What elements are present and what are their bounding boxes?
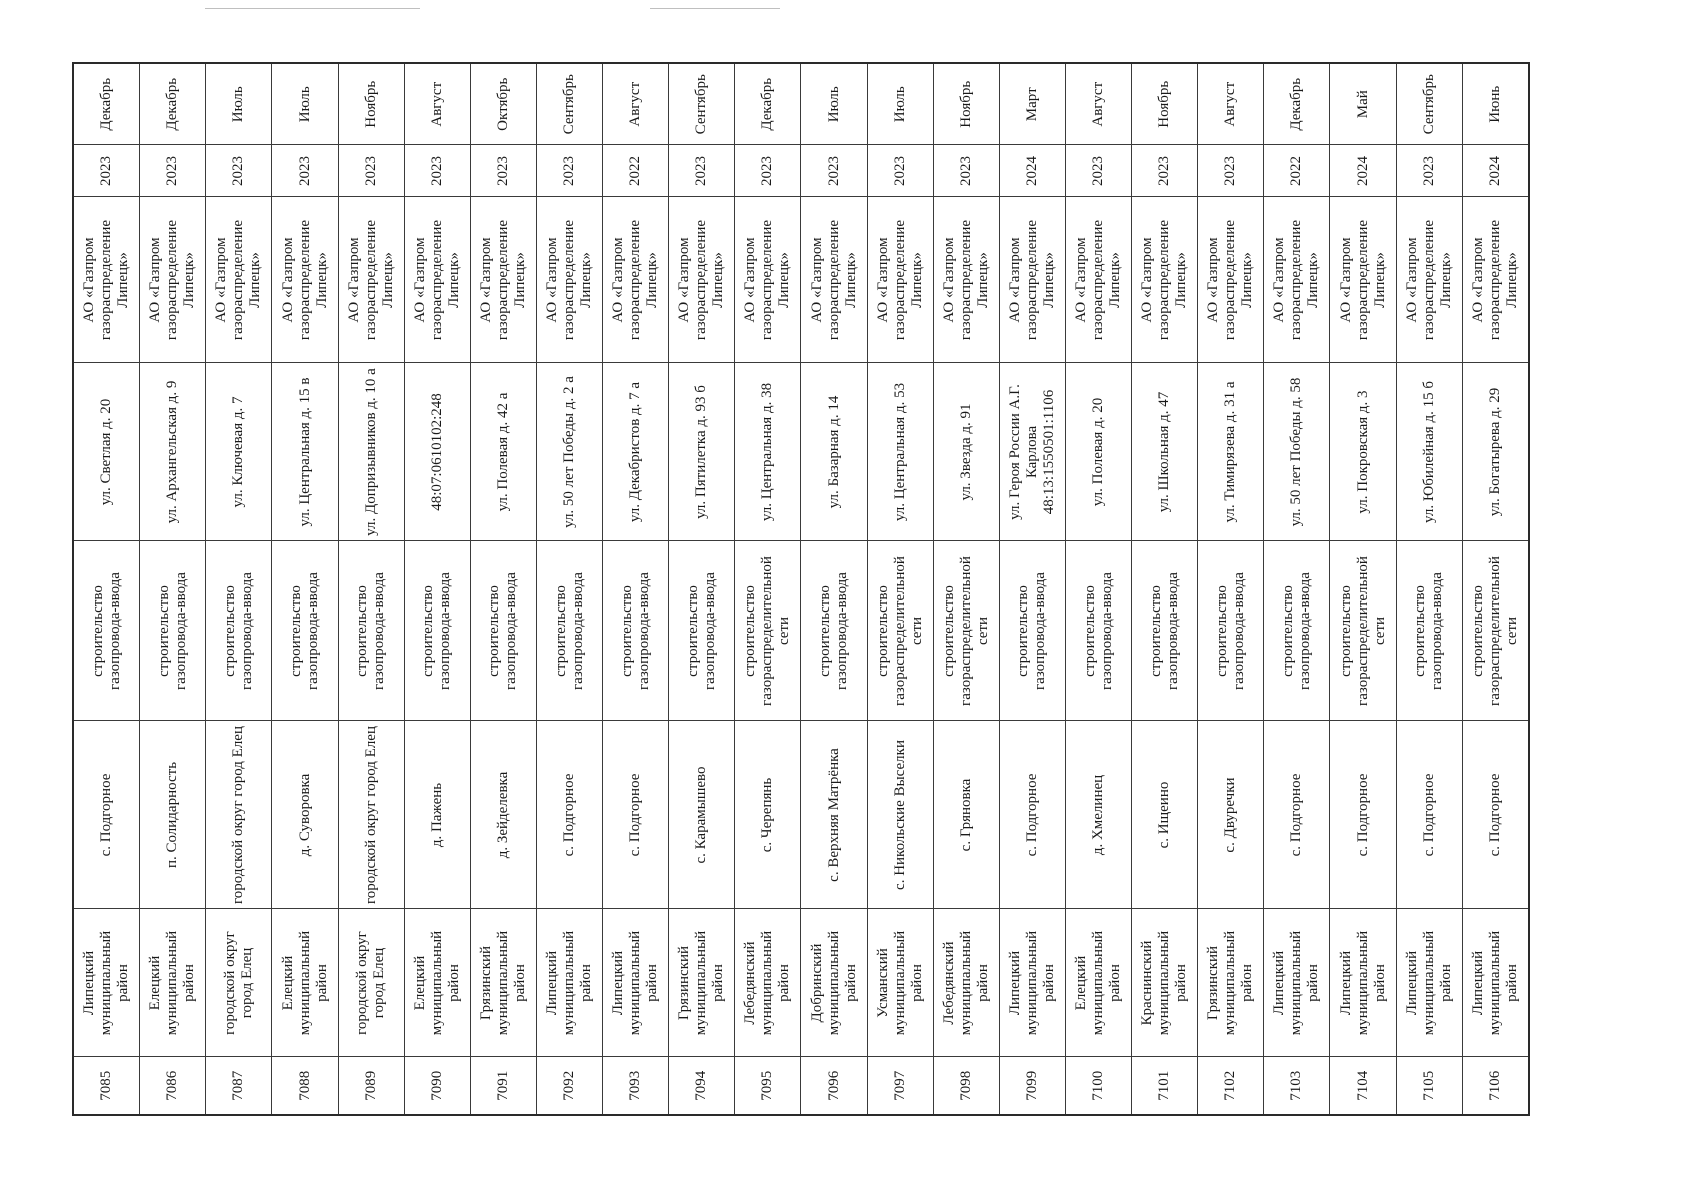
district-cell: Усманский муниципальный район <box>867 909 933 1057</box>
year-cell: 2023 <box>801 145 867 197</box>
district-cell: Липецкий муниципальный район <box>1462 909 1529 1057</box>
settlement-cell: с. Подгорное <box>603 721 669 909</box>
table-row <box>1462 63 1529 1115</box>
year-cell: 2023 <box>1065 145 1131 197</box>
organization-cell: АО «Газпром газораспределение Липецк» <box>1264 197 1330 363</box>
month-cell: Июль <box>867 63 933 145</box>
month-cell: Июль <box>206 63 272 145</box>
work-type-cell: строительство газораспределительной сети <box>1462 541 1529 721</box>
district-cell: Липецкий муниципальный район <box>73 909 140 1057</box>
district-cell: Грязинский муниципальный район <box>470 909 536 1057</box>
settlement-cell: с. Черепянь <box>735 721 801 909</box>
organization-cell: АО «Газпром газораспределение Липецк» <box>272 197 338 363</box>
settlement-cell: с. Никольские Выселки <box>867 721 933 909</box>
address-cell: ул. Полевая д. 20 <box>1065 363 1131 541</box>
address-cell: ул. Тимирязева д. 31 а <box>1198 363 1264 541</box>
address-cell: ул. Центральная д. 53 <box>867 363 933 541</box>
work-type-cell: строительство газопровода-ввода <box>73 541 140 721</box>
settlement-cell: с. Подгорное <box>1330 721 1396 909</box>
district-cell: Липецкий муниципальный район <box>1330 909 1396 1057</box>
row-number-cell: 7096 <box>801 1057 867 1115</box>
address-cell: ул. Декабристов д. 7 а <box>603 363 669 541</box>
address-cell: ул. Центральная д. 38 <box>735 363 801 541</box>
table-row <box>1198 63 1264 1115</box>
settlement-cell: с. Подгорное <box>1396 721 1462 909</box>
organization-cell: АО «Газпром газораспределение Липецк» <box>867 197 933 363</box>
organization-cell: АО «Газпром газораспределение Липецк» <box>1132 197 1198 363</box>
district-cell: Липецкий муниципальный район <box>1396 909 1462 1057</box>
address-cell: ул. Покровская д. 3 <box>1330 363 1396 541</box>
address-cell: ул. Светлая д. 20 <box>73 363 140 541</box>
month-cell: Ноябрь <box>933 63 999 145</box>
settlement-cell: с. Ищеино <box>1132 721 1198 909</box>
year-cell: 2023 <box>73 145 140 197</box>
address-cell: ул. Ключевая д. 7 <box>206 363 272 541</box>
district-cell: Елецкий муниципальный район <box>272 909 338 1057</box>
district-cell: городской округ город Елец <box>338 909 404 1057</box>
address-cell: ул. Центральная д. 15 в <box>272 363 338 541</box>
row-number-cell: 7091 <box>470 1057 536 1115</box>
organization-cell: АО «Газпром газораспределение Липецк» <box>1462 197 1529 363</box>
address-cell: ул. Архангельская д. 9 <box>140 363 206 541</box>
table-row <box>272 63 338 1115</box>
address-cell: ул. Базарная д. 14 <box>801 363 867 541</box>
rotated-table-container <box>72 64 1530 1116</box>
year-cell: 2023 <box>933 145 999 197</box>
table-row <box>140 63 206 1115</box>
month-cell: Август <box>603 63 669 145</box>
row-number-cell: 7089 <box>338 1057 404 1115</box>
table-body <box>73 63 1529 1115</box>
district-cell: Елецкий муниципальный район <box>1065 909 1131 1057</box>
row-number-cell: 7087 <box>206 1057 272 1115</box>
organization-cell: АО «Газпром газораспределение Липецк» <box>1396 197 1462 363</box>
month-cell: Ноябрь <box>1132 63 1198 145</box>
organization-cell: АО «Газпром газораспределение Липецк» <box>73 197 140 363</box>
organization-cell: АО «Газпром газораспределение Липецк» <box>338 197 404 363</box>
table-row <box>1396 63 1462 1115</box>
month-cell: Май <box>1330 63 1396 145</box>
year-cell: 2023 <box>669 145 735 197</box>
organization-cell: АО «Газпром газораспределение Липецк» <box>603 197 669 363</box>
year-cell: 2023 <box>1198 145 1264 197</box>
table-row <box>206 63 272 1115</box>
year-cell: 2023 <box>735 145 801 197</box>
work-type-cell: строительство газопровода-ввода <box>272 541 338 721</box>
district-cell: Липецкий муниципальный район <box>603 909 669 1057</box>
work-type-cell: строительство газопровода-ввода <box>801 541 867 721</box>
work-type-cell: строительство газопровода-ввода <box>404 541 470 721</box>
year-cell: 2023 <box>206 145 272 197</box>
year-cell: 2024 <box>999 145 1065 197</box>
table-row <box>1065 63 1131 1115</box>
organization-cell: АО «Газпром газораспределение Липецк» <box>933 197 999 363</box>
work-type-cell: строительство газораспределительной сети <box>735 541 801 721</box>
row-number-cell: 7095 <box>735 1057 801 1115</box>
table-row <box>404 63 470 1115</box>
month-cell: Декабрь <box>1264 63 1330 145</box>
year-cell: 2023 <box>867 145 933 197</box>
row-number-cell: 7088 <box>272 1057 338 1115</box>
table-row <box>1132 63 1198 1115</box>
district-cell: Краснинский муниципальный район <box>1132 909 1198 1057</box>
year-cell: 2023 <box>536 145 602 197</box>
year-cell: 2023 <box>338 145 404 197</box>
work-type-cell: строительство газораспределительной сети <box>933 541 999 721</box>
table-row <box>536 63 602 1115</box>
district-cell: Лебедянский муниципальный район <box>933 909 999 1057</box>
row-number-cell: 7098 <box>933 1057 999 1115</box>
address-cell: ул. 50 лет Победы д. 2 а <box>536 363 602 541</box>
work-type-cell: строительство газопровода-ввода <box>669 541 735 721</box>
district-cell: городской округ город Елец <box>206 909 272 1057</box>
table-row <box>933 63 999 1115</box>
year-cell: 2024 <box>1462 145 1529 197</box>
address-cell: ул. Допризывников д. 10 а <box>338 363 404 541</box>
organization-cell: АО «Газпром газораспределение Липецк» <box>735 197 801 363</box>
organization-cell: АО «Газпром газораспределение Липецк» <box>404 197 470 363</box>
settlement-cell: с. Подгорное <box>73 721 140 909</box>
month-cell: Сентябрь <box>669 63 735 145</box>
table-row <box>999 63 1065 1115</box>
row-number-cell: 7090 <box>404 1057 470 1115</box>
work-type-cell: строительство газопровода-ввода <box>206 541 272 721</box>
settlement-cell: д. Зейделевка <box>470 721 536 909</box>
work-type-cell: строительство газопровода-ввода <box>1198 541 1264 721</box>
table-row <box>1264 63 1330 1115</box>
row-number-cell: 7106 <box>1462 1057 1529 1115</box>
month-cell: Июль <box>801 63 867 145</box>
month-cell: Июль <box>272 63 338 145</box>
year-cell: 2023 <box>1132 145 1198 197</box>
table-row <box>801 63 867 1115</box>
work-type-cell: строительство газопровода-ввода <box>1065 541 1131 721</box>
table-row <box>603 63 669 1115</box>
month-cell: Сентябрь <box>1396 63 1462 145</box>
row-number-cell: 7085 <box>73 1057 140 1115</box>
table-row <box>73 63 140 1115</box>
month-cell: Ноябрь <box>338 63 404 145</box>
work-type-cell: строительство газопровода-ввода <box>338 541 404 721</box>
district-cell: Липецкий муниципальный район <box>536 909 602 1057</box>
settlement-cell: с. Подгорное <box>536 721 602 909</box>
work-type-cell: строительство газораспределительной сети <box>867 541 933 721</box>
organization-cell: АО «Газпром газораспределение Липецк» <box>536 197 602 363</box>
table-row <box>669 63 735 1115</box>
row-number-cell: 7099 <box>999 1057 1065 1115</box>
year-cell: 2023 <box>1396 145 1462 197</box>
row-number-cell: 7102 <box>1198 1057 1264 1115</box>
address-cell: ул. Школьная д. 47 <box>1132 363 1198 541</box>
year-cell: 2023 <box>404 145 470 197</box>
address-cell: ул. Полевая д. 42 а <box>470 363 536 541</box>
gas-connection-table <box>72 62 1530 1116</box>
settlement-cell: с. Гряновка <box>933 721 999 909</box>
district-cell: Елецкий муниципальный район <box>140 909 206 1057</box>
organization-cell: АО «Газпром газораспределение Липецк» <box>1330 197 1396 363</box>
district-cell: Грязинский муниципальный район <box>669 909 735 1057</box>
settlement-cell: городской округ город Елец <box>206 721 272 909</box>
table-row <box>867 63 933 1115</box>
district-cell: Липецкий муниципальный район <box>1264 909 1330 1057</box>
scan-artifact-marks <box>0 8 1697 14</box>
row-number-cell: 7101 <box>1132 1057 1198 1115</box>
settlement-cell: городской округ город Елец <box>338 721 404 909</box>
settlement-cell: д. Хмелинец <box>1065 721 1131 909</box>
settlement-cell: с. Подгорное <box>1462 721 1529 909</box>
month-cell: Декабрь <box>735 63 801 145</box>
organization-cell: АО «Газпром газораспределение Липецк» <box>140 197 206 363</box>
address-cell: ул. Богатырева д. 29 <box>1462 363 1529 541</box>
table-row <box>1330 63 1396 1115</box>
settlement-cell: с. Двуречки <box>1198 721 1264 909</box>
table-row <box>735 63 801 1115</box>
address-cell: ул. Пятилетка д. 93 б <box>669 363 735 541</box>
row-number-cell: 7094 <box>669 1057 735 1115</box>
month-cell: Июнь <box>1462 63 1529 145</box>
row-number-cell: 7104 <box>1330 1057 1396 1115</box>
organization-cell: АО «Газпром газораспределение Липецк» <box>206 197 272 363</box>
row-number-cell: 7092 <box>536 1057 602 1115</box>
address-cell: 48:07:0610102:248 <box>404 363 470 541</box>
year-cell: 2022 <box>1264 145 1330 197</box>
row-number-cell: 7093 <box>603 1057 669 1115</box>
district-cell: Лебедянский муниципальный район <box>735 909 801 1057</box>
organization-cell: АО «Газпром газораспределение Липецк» <box>801 197 867 363</box>
year-cell: 2023 <box>470 145 536 197</box>
settlement-cell: д. Пажень <box>404 721 470 909</box>
year-cell: 2024 <box>1330 145 1396 197</box>
organization-cell: АО «Газпром газораспределение Липецк» <box>999 197 1065 363</box>
address-cell: ул. Героя России А.Г. Карлова 48:13:1550501:1106 <box>999 363 1065 541</box>
work-type-cell: строительство газопровода-ввода <box>140 541 206 721</box>
month-cell: Сентябрь <box>536 63 602 145</box>
district-cell: Елецкий муниципальный район <box>404 909 470 1057</box>
work-type-cell: строительство газопровода-ввода <box>999 541 1065 721</box>
settlement-cell: п. Солидарность <box>140 721 206 909</box>
work-type-cell: строительство газопровода-ввода <box>603 541 669 721</box>
work-type-cell: строительство газопровода-ввода <box>470 541 536 721</box>
district-cell: Добринский муниципальный район <box>801 909 867 1057</box>
settlement-cell: с. Подгорное <box>999 721 1065 909</box>
row-number-cell: 7105 <box>1396 1057 1462 1115</box>
month-cell: Август <box>404 63 470 145</box>
settlement-cell: д. Суворовка <box>272 721 338 909</box>
year-cell: 2022 <box>603 145 669 197</box>
organization-cell: АО «Газпром газораспределение Липецк» <box>669 197 735 363</box>
settlement-cell: с. Карамышево <box>669 721 735 909</box>
month-cell: Август <box>1065 63 1131 145</box>
district-cell: Липецкий муниципальный район <box>999 909 1065 1057</box>
table-row <box>338 63 404 1115</box>
settlement-cell: с. Верхняя Матрёнка <box>801 721 867 909</box>
address-cell: ул. 50 лет Победы д. 58 <box>1264 363 1330 541</box>
organization-cell: АО «Газпром газораспределение Липецк» <box>1065 197 1131 363</box>
address-cell: ул. Звезда д. 91 <box>933 363 999 541</box>
organization-cell: АО «Газпром газораспределение Липецк» <box>1198 197 1264 363</box>
month-cell: Август <box>1198 63 1264 145</box>
settlement-cell: с. Подгорное <box>1264 721 1330 909</box>
work-type-cell: строительство газопровода-ввода <box>1264 541 1330 721</box>
row-number-cell: 7103 <box>1264 1057 1330 1115</box>
work-type-cell: строительство газопровода-ввода <box>536 541 602 721</box>
month-cell: Октябрь <box>470 63 536 145</box>
district-cell: Грязинский муниципальный район <box>1198 909 1264 1057</box>
row-number-cell: 7086 <box>140 1057 206 1115</box>
month-cell: Март <box>999 63 1065 145</box>
organization-cell: АО «Газпром газораспределение Липецк» <box>470 197 536 363</box>
year-cell: 2023 <box>272 145 338 197</box>
row-number-cell: 7100 <box>1065 1057 1131 1115</box>
row-number-cell: 7097 <box>867 1057 933 1115</box>
address-cell: ул. Юбилейная д. 15 б <box>1396 363 1462 541</box>
work-type-cell: строительство газопровода-ввода <box>1132 541 1198 721</box>
table-row <box>470 63 536 1115</box>
work-type-cell: строительство газопровода-ввода <box>1396 541 1462 721</box>
year-cell: 2023 <box>140 145 206 197</box>
work-type-cell: строительство газораспределительной сети <box>1330 541 1396 721</box>
month-cell: Декабрь <box>73 63 140 145</box>
month-cell: Декабрь <box>140 63 206 145</box>
